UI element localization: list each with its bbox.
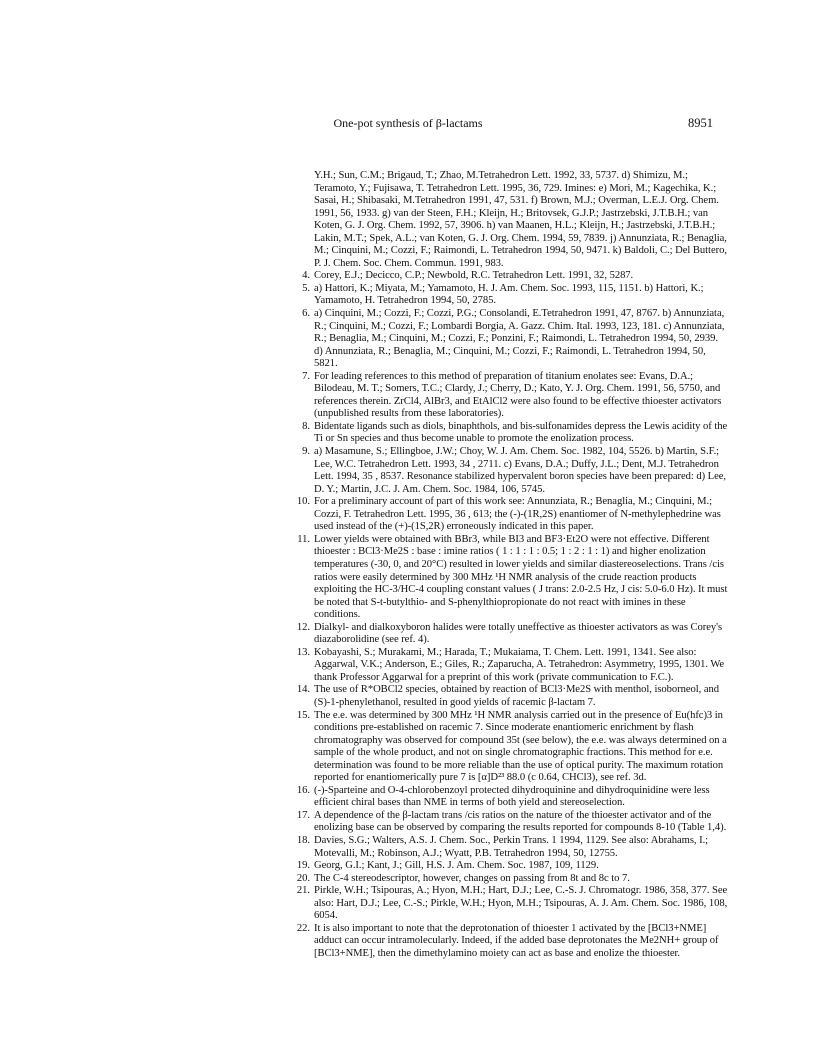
reference-number: 11.: [297, 533, 310, 545]
reference-text: For leading references to this method of preparation of titanium enolates see: Evans, D.A.; Bilodeau, M. T.; Somers, T.C.; Clardy, J.; Cherry, D.; Kato, Y. J. Org. Chem. 1991, 56, 5750, and references therein. ZrCl4, AlBr3, and EtAlCl2 were also found to be effective thioester activators (unpublished results from these laboratories).: [314, 370, 722, 420]
reference-number: 12.: [296, 621, 310, 633]
reference-number: 17.: [296, 809, 310, 821]
reference-text: Davies, S.G.; Walters, A.S. J. Chem. Soc., Perkin Trans. 1 1994, 1129. See also: Abrahams, I.; Motevalli, M.; Robinson, A.J.; Wyatt, P.B. Tetrahedron 1994, 50, 12755.: [314, 834, 709, 859]
reference-text: Bidentate ligands such as diols, binaphthols, and bis-sulfonamides depress the Lewis acidity of the Ti or Sn species and thus become unable to promote the enolization process.: [314, 420, 728, 445]
reference-item: [292, 860, 728, 873]
reference-number: 19.: [296, 860, 310, 872]
reference-text: The C-4 stereodescriptor, however, changes on passing from 8t and 8c to 7.: [314, 872, 630, 884]
reference-number: 14.: [296, 684, 310, 696]
reference-item: [292, 873, 728, 886]
reference-item: [292, 785, 728, 810]
reference-item: [292, 496, 728, 534]
reference-item: [292, 283, 728, 308]
reference-number: 21.: [296, 885, 310, 897]
references-list: [292, 170, 728, 960]
reference-text: Kobayashi, S.; Murakami, M.; Harada, T.; Mukaiama, T. Chem. Lett. 1991, 1341. See also: Aggarwal, V.K.; Anderson, E.; Giles, R.; Zaparucha, A. Tetrahedron: Asymmetry, 1995, 1301. We thank Professor Aggarwal for a preprint of this work (private communication to F.C.).: [314, 646, 725, 683]
reference-item: [292, 885, 728, 923]
reference-item: [292, 270, 728, 283]
page-number: 8951: [688, 116, 713, 130]
reference-item: [292, 710, 728, 785]
reference-number: 16.: [296, 784, 310, 796]
reference-item: [292, 308, 728, 371]
reference-number: 8.: [302, 420, 310, 432]
reference-number: 20.: [296, 872, 310, 884]
reference-number: 13.: [296, 646, 310, 658]
reference-item: [292, 647, 728, 685]
reference-text: (-)-Sparteine and O-4-chlorobenzoyl protected dihydroquinine and dihydroquinidine were less efficient chiral bases than NME in terms of both yield and stereoselection.: [314, 784, 710, 809]
reference-item: [292, 446, 728, 496]
reference-item: [292, 810, 728, 835]
reference-text: Corey, E.J.; Decicco, C.P.; Newbold, R.C. Tetrahedron Lett. 1991, 32, 5287.: [314, 270, 634, 282]
page-header: [0, 116, 816, 136]
reference-item: [292, 622, 728, 647]
reference-number: 7.: [302, 370, 310, 382]
reference-text: A dependence of the β-lactam trans /cis ratios on the nature of the thioester activator and of the enolizing base can be observed by comparing the results reported for compounds 8-10 (Table 1,4).: [314, 809, 727, 834]
reference-text: The e.e. was determined by 300 MHz ¹H NMR analysis carried out in the presence of Eu(hfc)3 in conditions pre-established on racemic 7. Since moderate enantiomeric enrichment by flash chromatography was observed for compound 35t (see below), the e.e. was always determined on a sample of the whole product, and not on single chromatographic fractions. This method for e.e. determination was found to be more reliable than the use of optical purity. The maximum rotation reported for enantiomerically pure 7 is [α]D²³ 88.0 (c 0.64, CHCl3), see ref. 3d.: [314, 709, 727, 784]
reference-text: The use of R*OBCl2 species, obtained by reaction of BCl3·Me2S with menthol, isoborneol, and (S)-1-phenylethanol, resulted in good yields of racemic β-lactam 7.: [314, 684, 720, 708]
reference-item: [292, 371, 728, 421]
reference-number: 15.: [296, 709, 310, 721]
reference-number: 9.: [302, 446, 310, 458]
reference-number: 4.: [302, 270, 310, 282]
reference-number: 5.: [302, 282, 310, 294]
reference-text: a) Cinquini, M.; Cozzi, F.; Cozzi, P.G.; Consolandi, E.Tetrahedron 1991, 47, 8767. b) Annunziata, R.; Cinquini, M.; Cozzi, F.; Lombardi Borgia, A. Gazz. Chim. Ital. 1993, 123, 181. c) Annunziata, R.; Benaglia, M.; Cinquini, M.; Cozzi, F.; Ponzini, F.; Raimondi, L. Tetrahedron 1994, 50, 2939. d) Annunziata, R.; Benaglia, M.; Cinquini, M.; Cozzi, F.; Raimondi, L. Tetrahedron 1994, 50, 5821.: [314, 308, 725, 370]
reference-text: Pirkle, W.H.; Tsipouras, A.; Hyon, M.H.; Hart, D.J.; Lee, C.-S. J. Chromatogr. 1986, 358, 377. See also: Hart, D.J.; Lee, C.-S.; Pirkle, W.H.; Hyon, M.H.; Tsipouras, A. J. Am. Chem. Soc. 1986, 108, 6054.: [314, 885, 728, 922]
reference-text: Georg, G.I.; Kant, J.; Gill, H.S. J. Am. Chem. Soc. 1987, 109, 1129.: [314, 860, 599, 872]
reference-text: Y.H.; Sun, C.M.; Brigaud, T.; Zhao, M.Tetrahedron Lett. 1992, 33, 5737. d) Shimizu, M.; Teramoto, Y.; Fujisawa, T. Tetrahedron Lett. 1995, 36, 729. Imines: e) Mori, M.; Kagechika, K.; Sasai, H.; Shibasaki, M.Tetrahedron 1991, 47, 531. f) Brown, M.J.; Overman, L.E.J. Org. Chem. 1991, 56, 1933. g) van der Steen, F.H.; Kleijn, H.; Britovsek, G.J.P.; Jastrzebski, J.T.B.H.; van Koten, G. J. Org. Chem. 1992, 57, 3906. h) van Maanen, H.L.; Kleijn, H.; Jastrzebski, J.T.B.H.; Lakin, M.T.; Spek, A.L.; van Koten, G. J. Org. Chem. 1994, 59, 7839. j) Annunziata, R.; Benaglia, M.; Cinquini, M.; Cozzi, F.; Raimondi, L. Tetrahedron 1994, 50, 9471. k) Baldoli, C.; Del Buttero, P. J. Chem. Soc. Chem. Commun. 1991, 983.: [314, 170, 727, 269]
reference-item: [292, 835, 728, 860]
reference-item: [292, 923, 728, 961]
reference-item: [292, 684, 728, 709]
reference-number: 6.: [302, 308, 310, 320]
reference-text: It is also important to note that the deprotonation of thioester 1 activated by the [BCl3+NME] adduct can occur intramolecularly. Indeed, if the added base deprotonates the Me2NH+ group of [BCl3+NME], then the dimethylamino moiety can act as base and enolize the thioester.: [314, 922, 719, 959]
reference-text: a) Hattori, K.; Miyata, M.; Yamamoto, H. J. Am. Chem. Soc. 1993, 115, 1151. b) Hattori, K.; Yamamoto, H. Tetrahedron 1994, 50, 2785.: [314, 282, 704, 307]
reference-text: Lower yields were obtained with BBr3, while BI3 and BF3·Et2O were not effective. Different thioester : BCl3·Me2S : base : imine ratios ( 1 : 1 : 1 : 0.5; 1 : 2 : 1 : 1) and higher enolization temperatures (-30, 0, and 20°C) resulted in lower yields and similar diastereoselections. Trans /cis ratios were easily determined by 300 MHz ¹H NMR analysis of the crude reaction products exploiting the HC-3/HC-4 coupling constant values ( J trans: 2.0-2.5 Hz, J cis: 5.0-6.0 Hz). It must be noted that S-t-butylthio- and S-phenylthiopropionate do not react with imines in these conditions.: [314, 533, 728, 621]
reference-number: 18.: [296, 834, 310, 846]
reference-item: [292, 170, 728, 270]
reference-text: a) Masamune, S.; Ellingboe, J.W.; Choy, W. J. Am. Chem. Soc. 1982, 104, 5526. b) Martin, S.F.; Lee, W.C. Tetrahedron Lett. 1993, 34 , 2711. c) Evans, D.A.; Duffy, J.L.; Dent, M.J. Tetrahedron Lett. 1994, 35 , 8537. Resonance stabilized hypervalent boron species have been prepared: d) Lee, D. Y.; Martin, J.C. J. Am. Chem. Soc. 1984, 106, 5745.: [314, 446, 726, 495]
running-title: One-pot synthesis of β-lactams: [333, 116, 483, 130]
reference-number: 10.: [296, 496, 310, 508]
reference-number: 22.: [296, 922, 310, 934]
reference-item: [292, 534, 728, 622]
reference-item: [292, 421, 728, 446]
reference-text: Dialkyl- and dialkoxyboron halides were totally uneffective as thioester activators as was Corey's diazaborolidine (see ref. 4).: [314, 621, 723, 646]
reference-text: For a preliminary account of part of this work see: Annunziata, R.; Benaglia, M.; Cinquini, M.; Cozzi, F. Tetrahedron Lett. 1995, 36 , 613; the (-)-(1R,2S) enantiomer of N-methylephedrine was used instead of the (+)-(1S,2R) erroneously indicated in this paper.: [314, 496, 721, 533]
